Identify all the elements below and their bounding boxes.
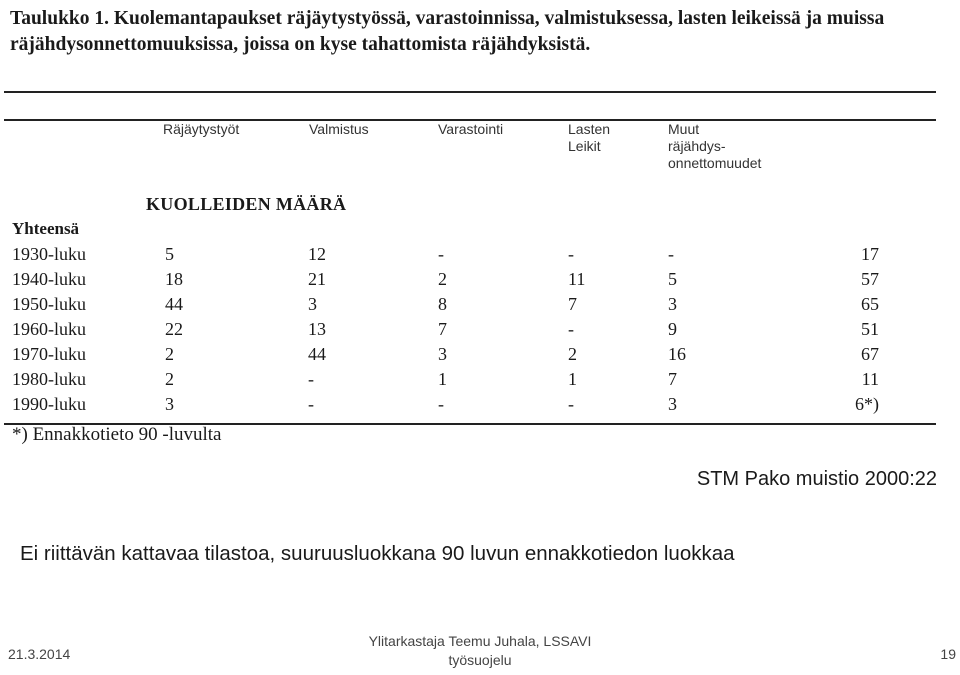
table-subheading: KUOLLEIDEN MÄÄRÄ bbox=[146, 194, 347, 214]
table-row bbox=[0, 369, 960, 394]
footer-date: 21.3.2014 bbox=[8, 646, 71, 662]
table-cell: - bbox=[308, 369, 314, 389]
total-label: Yhteensä bbox=[12, 219, 80, 238]
row-total: 67 bbox=[861, 344, 879, 364]
table-cell: 3 bbox=[165, 394, 174, 414]
table-cell: 5 bbox=[165, 244, 174, 264]
table-cell: 13 bbox=[308, 319, 326, 339]
table-cell: 16 bbox=[668, 344, 686, 364]
table-cell: 2 bbox=[568, 344, 577, 364]
table-cell: 3 bbox=[668, 294, 677, 314]
table-cell: - bbox=[308, 394, 314, 414]
table-cell: 18 bbox=[165, 269, 183, 289]
row-total: 51 bbox=[861, 319, 879, 339]
source-citation: STM Pako muistio 2000:22 bbox=[696, 468, 937, 490]
row-period: 1980-luku bbox=[12, 369, 86, 389]
table-row bbox=[0, 394, 960, 419]
table-cell: 3 bbox=[308, 294, 317, 314]
row-total: 57 bbox=[861, 269, 879, 289]
table-cell: 5 bbox=[668, 269, 677, 289]
row-total: 65 bbox=[861, 294, 879, 314]
table-cell: 44 bbox=[165, 294, 183, 314]
table-cell: 1 bbox=[568, 369, 577, 389]
table-row bbox=[0, 344, 960, 369]
table-cell: 12 bbox=[308, 244, 326, 264]
table-cell: 7 bbox=[438, 319, 447, 339]
table-cell: 7 bbox=[668, 369, 677, 389]
table-row bbox=[0, 319, 960, 344]
table-cell: 22 bbox=[165, 319, 183, 339]
table-row bbox=[0, 244, 960, 269]
row-total: 11 bbox=[861, 369, 879, 389]
table-cell: 2 bbox=[165, 344, 174, 364]
table-cell: - bbox=[568, 319, 574, 339]
table-cell: 2 bbox=[438, 269, 447, 289]
row-total: 17 bbox=[861, 244, 879, 264]
table-row bbox=[0, 269, 960, 294]
column-header-blasting: Räjäytystyöt bbox=[163, 121, 240, 137]
table-row bbox=[0, 294, 960, 319]
column-header-children-play: Lasten Leikit bbox=[568, 121, 611, 154]
table-cell: 8 bbox=[438, 294, 447, 314]
table-cell: 9 bbox=[668, 319, 677, 339]
table-cell: - bbox=[668, 244, 674, 264]
row-period: 1930-luku bbox=[12, 244, 86, 264]
row-period: 1940-luku bbox=[12, 269, 86, 289]
table-caption: Taulukko 1. Kuolemantapaukset räjäytystyössä, varastoinnissa, valmistuksessa, lasten leikeissä ja muissa räjähdysonnettomuuksissa, joissa on kyse tahattomista räjähdyksistä. bbox=[10, 8, 885, 55]
table-cell: - bbox=[568, 244, 574, 264]
table-cell: - bbox=[438, 394, 444, 414]
row-total: 6*) bbox=[855, 394, 879, 414]
row-period: 1970-luku bbox=[12, 344, 86, 364]
footer-author: Ylitarkastaja Teemu Juhala, LSSAVI työsuojelu bbox=[368, 633, 592, 668]
row-period: 1950-luku bbox=[12, 294, 86, 314]
row-period: 1990-luku bbox=[12, 394, 86, 414]
column-header-manufacturing: Valmistus bbox=[309, 121, 369, 137]
table-cell: - bbox=[568, 394, 574, 414]
table-cell: 44 bbox=[308, 344, 326, 364]
table-cell: 7 bbox=[568, 294, 577, 314]
table-cell: - bbox=[438, 244, 444, 264]
table-cell: 3 bbox=[438, 344, 447, 364]
table-cell: 11 bbox=[568, 269, 586, 289]
table-footnote: *) Ennakkotieto 90 -luvulta bbox=[12, 424, 222, 445]
page-number: 19 bbox=[940, 646, 956, 662]
table-cell: 21 bbox=[308, 269, 326, 289]
column-header-storage: Varastointi bbox=[438, 121, 504, 137]
table-cell: 3 bbox=[668, 394, 677, 414]
slide-note: Ei riittävän kattavaa tilastoa, suuruusluokkana 90 luvun ennakkotiedon luokkaa bbox=[20, 542, 735, 565]
table-cell: 1 bbox=[438, 369, 447, 389]
table-cell: 2 bbox=[165, 369, 174, 389]
column-header-other-accidents: Muut räjähdys- onnettomuudet bbox=[668, 121, 762, 171]
top-rule bbox=[4, 91, 936, 93]
row-period: 1960-luku bbox=[12, 319, 86, 339]
